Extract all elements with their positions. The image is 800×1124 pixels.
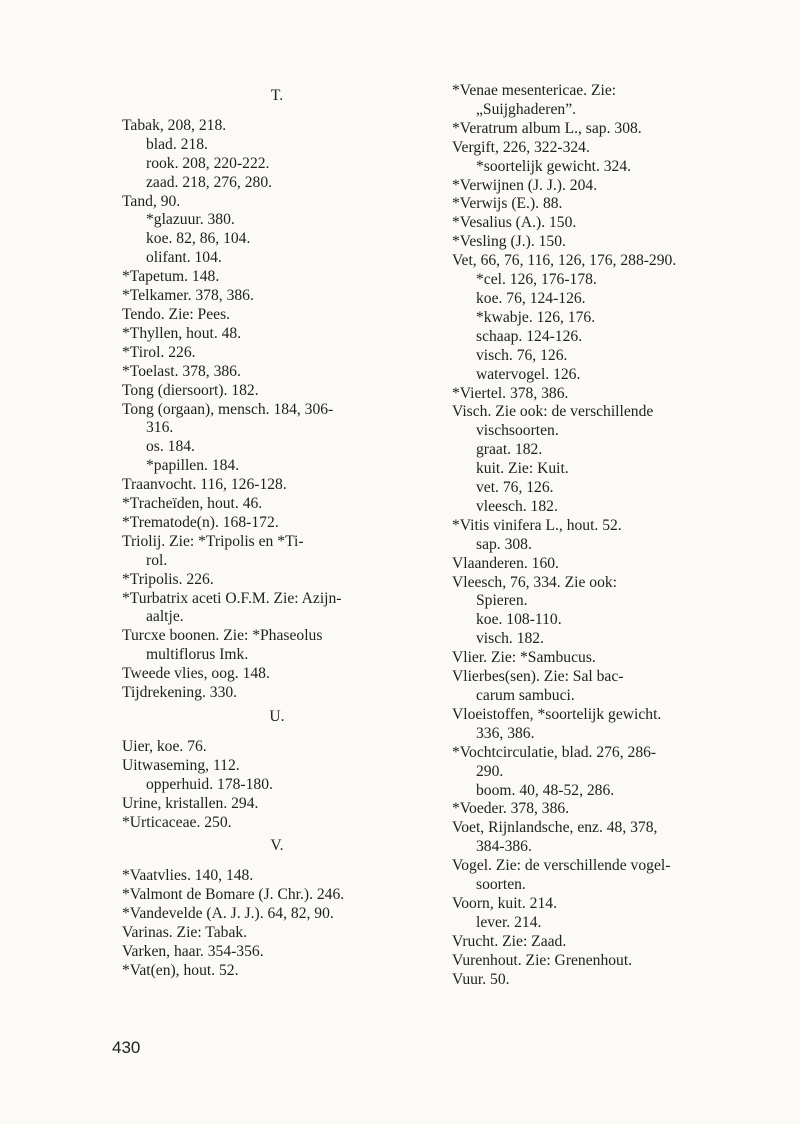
index-entry: *Telkamer. 378, 386.	[122, 287, 254, 305]
index-entry: Varken, haar. 354-356.	[122, 942, 264, 960]
index-entry: Vet, 66, 76, 116, 126, 176, 288-290.	[452, 252, 677, 270]
index-subentry: zaad. 218, 276, 280.	[146, 173, 273, 191]
index-entry: *Veratrum album L., sap. 308.	[452, 119, 642, 137]
index-entry: *Vitis vinifera L., hout. 52.	[452, 516, 622, 534]
index-entry: *Vandevelde (A. J. J.). 64, 82, 90.	[122, 905, 334, 923]
index-subentry: soorten.	[476, 876, 526, 894]
index-subentry: 384-386.	[476, 838, 532, 856]
index-subentry: Spieren.	[476, 592, 528, 610]
index-entry: Vlierbes(sen). Zie: Sal bac-	[452, 668, 624, 686]
index-entry: Tabak, 208, 218.	[122, 116, 227, 134]
index-subentry: vet. 76, 126.	[476, 479, 554, 497]
index-entry: Tijdrekening. 330.	[122, 684, 238, 702]
index-entry: Vleesch, 76, 334. Zie ook:	[452, 573, 617, 591]
index-entry: *Toelast. 378, 386.	[122, 362, 241, 380]
index-subentry: koe. 76, 124-126.	[476, 289, 586, 307]
index-entry: Triolij. Zie: *Tripolis en *Ti-	[122, 532, 304, 550]
index-entry: *Verwijs (E.). 88.	[452, 195, 563, 213]
section-letter-heading: U.	[269, 708, 285, 725]
index-column-left	[122, 82, 432, 981]
index-subentry: os. 184.	[146, 438, 195, 456]
index-entry: Vurenhout. Zie: Grenenhout.	[452, 951, 633, 969]
index-entry: Tong (diersoort). 182.	[122, 381, 259, 399]
index-entry: *Thyllen, hout. 48.	[122, 324, 242, 342]
index-subentry: *glazuur. 380.	[146, 211, 235, 229]
index-subentry: visch. 182.	[476, 630, 545, 648]
index-subentry: *cel. 126, 176-178.	[476, 271, 597, 289]
index-entry: Tand, 90.	[122, 192, 181, 210]
index-entry: *Vaatvlies. 140, 148.	[122, 867, 254, 885]
index-subentry: graat. 182.	[476, 441, 543, 459]
index-subentry: watervogel. 126.	[476, 365, 581, 383]
index-entry: Voet, Rijnlandsche, enz. 48, 378,	[452, 819, 658, 837]
index-entry: Vergift, 226, 322-324.	[452, 138, 590, 156]
index-entry: *Venae mesentericae. Zie:	[452, 82, 617, 99]
index-entry: *Valmont de Bomare (J. Chr.). 246.	[122, 886, 345, 904]
index-subentry: 290.	[476, 762, 504, 780]
index-subentry: rook. 208, 220-222.	[146, 154, 270, 172]
index-subentry: sap. 308.	[476, 535, 532, 553]
index-subentry: vischsoorten.	[476, 422, 559, 440]
index-subentry: „Suijghaderen”.	[476, 100, 577, 118]
index-entry: *Voeder. 378, 386.	[452, 800, 570, 818]
index-subentry: lever. 214.	[476, 913, 542, 931]
index-column-right	[452, 82, 742, 990]
index-entry: *Viertel. 378, 386.	[452, 384, 569, 402]
index-entry: Uier, koe. 76.	[122, 737, 207, 755]
index-entry: *Vochtcirculatie, blad. 276, 286-	[452, 743, 657, 761]
index-entry: Vloeistoffen, *soortelijk gewicht.	[452, 705, 662, 723]
index-entry: Vlier. Zie: *Sambucus.	[452, 649, 596, 667]
index-subentry: *kwabje. 126, 176.	[476, 308, 596, 326]
index-entry: *Tirol. 226.	[122, 343, 196, 361]
index-entry: *Vat(en), hout. 52.	[122, 961, 239, 979]
index-subentry: vleesch. 182.	[476, 497, 558, 515]
index-entry: Turcxe boonen. Zie: *Phaseolus	[122, 627, 323, 645]
index-entry: *Urticaceae. 250.	[122, 813, 232, 831]
index-entry: *Verwijnen (J. J.). 204.	[452, 176, 598, 194]
index-entry: Vogel. Zie: de verschillende vogel-	[452, 857, 671, 875]
index-entry: Visch. Zie ook: de verschillende	[452, 403, 654, 421]
index-entry: Uitwaseming, 112.	[122, 756, 240, 774]
index-entry: *Trematode(n). 168-172.	[122, 513, 279, 531]
index-entry: *Tracheïden, hout. 46.	[122, 495, 263, 513]
index-subentry: multiflorus Imk.	[146, 646, 249, 664]
index-subentry: rol.	[146, 551, 168, 569]
index-entry: Varinas. Zie: Tabak.	[122, 924, 248, 942]
index-subentry: koe. 82, 86, 104.	[146, 230, 251, 248]
index-subentry: schaap. 124-126.	[476, 327, 583, 345]
index-subentry: olifant. 104.	[146, 249, 222, 267]
index-subentry: 316.	[146, 419, 174, 437]
index-entry: Tendo. Zie: Pees.	[122, 305, 231, 323]
index-entry: *Vesling (J.). 150.	[452, 233, 566, 251]
index-entry: *Tapetum. 148.	[122, 268, 220, 286]
index-subentry: blad. 218.	[146, 135, 208, 153]
index-entry: *Vesalius (A.). 150.	[452, 214, 577, 232]
index-subentry: boom. 40, 48-52, 286.	[476, 781, 615, 799]
index-subentry: *soortelijk gewicht. 324.	[476, 157, 632, 175]
index-entry: Tweede vlies, oog. 148.	[122, 665, 270, 683]
index-entry: Tong (orgaan), mensch. 184, 306-	[122, 400, 334, 418]
index-subentry: carum sambuci.	[476, 687, 575, 704]
section-letter-heading: T.	[270, 87, 284, 104]
index-subentry: 336, 386.	[476, 724, 535, 742]
index-entry: Vuur. 50.	[452, 970, 510, 988]
index-subentry: kuit. Zie: Kuit.	[476, 460, 569, 478]
index-entry: Traanvocht. 116, 126-128.	[122, 476, 287, 494]
section-letter-heading: V.	[270, 837, 284, 855]
index-subentry: aaltje.	[146, 608, 184, 626]
index-entry: *Tripolis. 226.	[122, 570, 214, 588]
index-entry: Vlaanderen. 160.	[452, 554, 559, 572]
index-subentry: *papillen. 184.	[146, 457, 240, 475]
page-number: 430	[112, 1038, 141, 1057]
index-subentry: koe. 108-110.	[476, 611, 562, 629]
index-entry: Voorn, kuit. 214.	[452, 894, 557, 912]
index-entry: *Turbatrix aceti O.F.M. Zie: Azijn-	[122, 589, 342, 607]
index-subentry: opperhuid. 178-180.	[146, 775, 273, 793]
index-subentry: visch. 76, 126.	[476, 346, 568, 364]
index-entry: Urine, kristallen. 294.	[122, 794, 259, 812]
index-entry: Vrucht. Zie: Zaad.	[452, 932, 567, 950]
